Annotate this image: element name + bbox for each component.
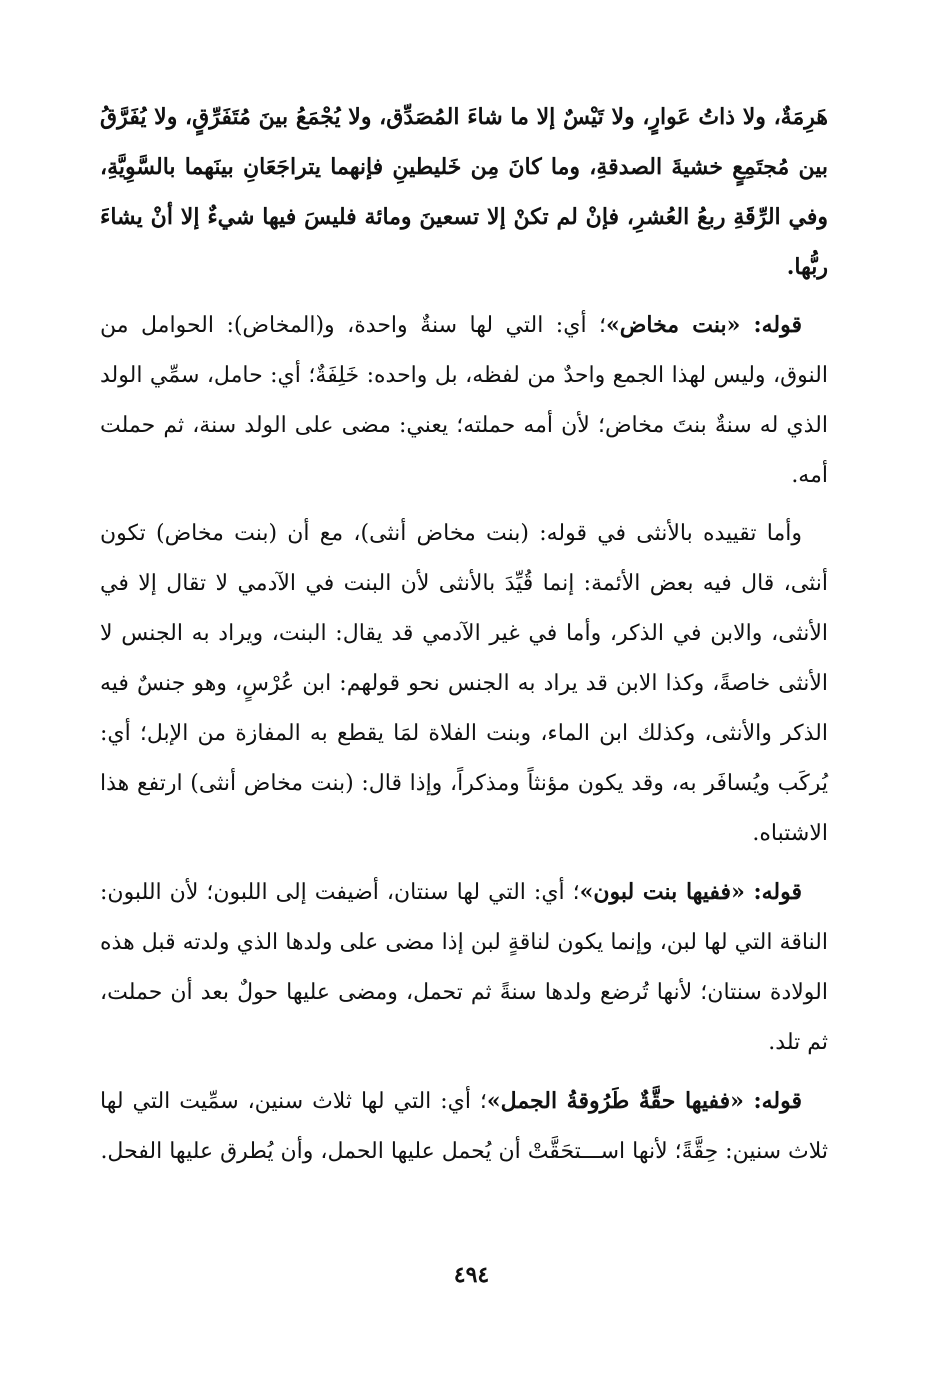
- paragraph-lead: قوله: «ففيها بنت لبون»: [579, 879, 802, 905]
- paragraph-text: ؛ أي: التي لها سنتان، أضيفت إلى اللبون؛ لأن اللبون: الناقة التي لها لبن، وإنما يكون لناقةٍ لبن إذا مضى على ولدها الذي ولدته قبل هذه الولادة سنتان؛ لأنها تُرضع ولدها سنةً ثم تحمل، ومضى عليها حولٌ بعد أن حملت، ثم تلد.: [100, 880, 828, 1055]
- paragraph-text: ؛ أي: التي لها ثلاث سنين، سمِّيت التي لها ثلاث سنين: حِقَّةً؛ لأنها اســـتحَقَّتْ أن يُحمل عليها الحمل، وأن يُطرق عليها الفحل.: [100, 1089, 828, 1164]
- paragraph-lead: قوله: «ففيها حقَّةٌ طَرُوقةُ الجمل»: [486, 1088, 802, 1114]
- paragraph-text: وأما تقييده بالأنثى في قوله: (بنت مخاض أنثى)، مع أن (بنت مخاض) تكون أنثى، قال فيه بعض الأئمة: إنما قُيِّدَ بالأنثى لأن البنت في الآدمي لا تقال إلا في الأنثى، والابن في الذكر، وأما في غير الآدمي قد يقال: البنت، ويراد به الجنس لا الأنثى خاصةً، وكذا الابن قد يراد به الجنس نحو قولهم: ابن عُرْسٍ، وهو جنسٌ فيه الذكر والأنثى، وكذلك ابن الماء، وبنت الفلاة لمَا يقطع به المفازة من الإبل؛ أي: يُركَب ويُسافَر به، وقد يكون مؤنثاً ومذكراً، وإذا قال: (بنت مخاض أنثى) ارتفع هذا الاشتباه.: [100, 521, 828, 846]
- page-body: [100, 92, 828, 1185]
- commentary-paragraph-hiqqa: [100, 1076, 828, 1177]
- paragraph-text: ؛ أي: التي لها سنةٌ واحدة، و(المخاض): الحوامل من النوق، وليس لهذا الجمع واحدٌ من لفظه، بل واحده: خَلِفَةٌ؛ أي: حامل، سمِّي الولد الذي له سنةٌ بنتَ مخاض؛ لأن أمه حملته؛ يعني: مضى على الولد سنة، ثم حملت أمه.: [100, 313, 828, 488]
- commentary-paragraph-bint-labun: [100, 867, 828, 1068]
- paragraph-lead: قوله: «بنت مخاض»: [606, 312, 802, 338]
- hadith-paragraph: هَرِمَةٌ، ولا ذاتُ عَوارٍ، ولا تَيْسٌ إلا ما شاءَ المُصَدِّق، ولا يُجْمَعُ بينَ مُتَفَرِّقٍ، ولا يُفَرَّقُ بين مُجتَمِعٍ خشيةَ الصدقةِ، وما كانَ مِن خَليطينِ فإنهما يتراجَعَانِ بينَهما بالسَّوِيَّةِ، وفي الرِّقَةِ ربعُ العُشرِ، فإنْ لم تكنْ إلا تسعينَ ومائة فليسَ فيها شيءٌ إلا أنْ يشاءَ ربُّها.: [100, 104, 828, 280]
- page-number: ٤٩٤: [453, 1262, 490, 1288]
- commentary-paragraph-taqyid: [100, 509, 828, 859]
- commentary-paragraph-bint-makhad: [100, 300, 828, 501]
